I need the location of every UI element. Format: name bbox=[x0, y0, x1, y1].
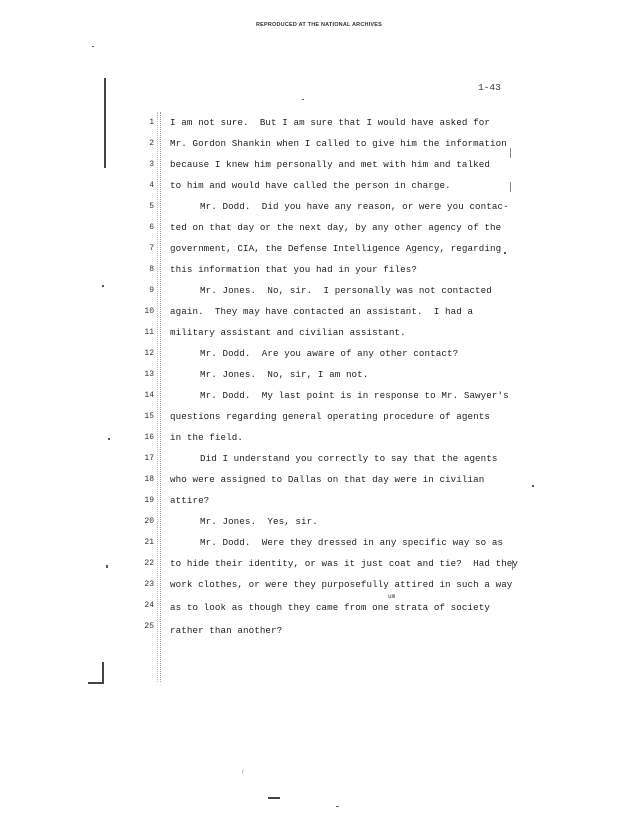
transcript-line: Mr. Dodd. Were they dressed in any specific way so as bbox=[200, 537, 504, 548]
handwritten-correction: um bbox=[388, 593, 396, 600]
line-number: 11 bbox=[144, 328, 154, 337]
transcript-line: Mr. Jones. Yes, sir. bbox=[200, 516, 318, 527]
footer-dash bbox=[268, 797, 280, 799]
line-number: 14 bbox=[144, 391, 154, 400]
scan-speck bbox=[302, 99, 304, 100]
line-number: 8 bbox=[149, 265, 154, 274]
margin-rule bbox=[160, 112, 162, 682]
line-number: 19 bbox=[144, 496, 154, 505]
line-number: 18 bbox=[144, 475, 154, 484]
line-number: 2 bbox=[149, 139, 154, 148]
footer-dot bbox=[336, 806, 339, 807]
scan-speck bbox=[504, 252, 506, 254]
scan-speck bbox=[92, 46, 94, 47]
transcript-line: Mr. Dodd. My last point is in response to Mr. Sawyer's bbox=[200, 390, 509, 401]
transcript-line: Mr. Gordon Shankin when I called to give him the information bbox=[170, 138, 507, 149]
transcript-line: to hide their identity, or was it just coat and tie? Had they bbox=[170, 558, 519, 569]
binding-mark-bottom bbox=[102, 662, 104, 684]
line-number: 3 bbox=[149, 160, 154, 169]
scan-mark bbox=[510, 182, 511, 192]
transcript-line: government, CIA, the Defense Intelligence Agency, regarding bbox=[170, 243, 502, 254]
line-number: 21 bbox=[144, 538, 154, 547]
line-number: 9 bbox=[149, 286, 154, 295]
transcript-line: rather than another? bbox=[170, 625, 283, 636]
line-number: 24 bbox=[144, 601, 154, 610]
transcript-line: work clothes, or were they purposefully attired in such a way bbox=[170, 579, 513, 590]
line-number: 4 bbox=[149, 181, 154, 190]
transcript-line: Mr. Jones. No, sir, I am not. bbox=[200, 369, 369, 380]
transcript-line: Mr. Dodd. Are you aware of any other contact? bbox=[200, 348, 459, 359]
line-number: 10 bbox=[144, 307, 154, 316]
transcript-line: who were assigned to Dallas on that day were in civilian bbox=[170, 474, 485, 485]
transcript-line: ted on that day or the next day, by any other agency of the bbox=[170, 222, 502, 233]
line-number: 17 bbox=[144, 454, 154, 463]
line-number: 6 bbox=[149, 223, 154, 232]
line-number: 7 bbox=[149, 244, 154, 253]
transcript-line: in the field. bbox=[170, 432, 243, 443]
line-number: 25 bbox=[144, 622, 154, 631]
line-number: 20 bbox=[144, 517, 154, 526]
line-number: 16 bbox=[144, 433, 154, 442]
scan-mark bbox=[510, 148, 511, 158]
binding-mark-top bbox=[104, 78, 106, 168]
binding-mark-foot bbox=[88, 682, 104, 684]
line-number: 1 bbox=[149, 118, 154, 127]
transcript-line: because I knew him personally and met with him and talked bbox=[170, 159, 490, 170]
archive-stamp: REPRODUCED AT THE NATIONAL ARCHIVES bbox=[255, 22, 383, 28]
line-number: 12 bbox=[144, 349, 154, 358]
scan-speck bbox=[106, 565, 108, 568]
line-number: 23 bbox=[144, 580, 154, 589]
transcript-line: again. They may have contacted an assistant. I had a bbox=[170, 306, 474, 317]
transcript-line: Did I understand you correctly to say that the agents bbox=[200, 453, 498, 464]
transcript-line: Mr. Dodd. Did you have any reason, or were you contac- bbox=[200, 201, 509, 212]
scan-speck bbox=[102, 285, 104, 287]
transcript-line: attire? bbox=[170, 495, 210, 506]
page-number: 1-43 bbox=[478, 82, 501, 93]
transcript-line: military assistant and civilian assistant. bbox=[170, 327, 406, 338]
transcript-line: Mr. Jones. No, sir. I personally was not contacted bbox=[200, 285, 492, 296]
transcript-line: to him and would have called the person in charge. bbox=[170, 180, 451, 191]
line-number: 13 bbox=[144, 370, 154, 379]
transcript-line: as to look as though they came from one strata of society bbox=[170, 602, 490, 613]
line-number: 22 bbox=[144, 559, 154, 568]
scan-speck bbox=[532, 485, 534, 487]
transcript-line: questions regarding general operating procedure of agents bbox=[170, 411, 490, 422]
line-number: 5 bbox=[149, 202, 154, 211]
margin-rule-inner bbox=[157, 112, 159, 682]
line-number: 15 bbox=[144, 412, 154, 421]
footer-mark: ʳ bbox=[241, 770, 246, 778]
transcript-line: this information that you had in your files? bbox=[170, 264, 417, 275]
scan-speck bbox=[108, 438, 110, 440]
transcript-line: I am not sure. But I am sure that I would have asked for bbox=[170, 117, 490, 128]
